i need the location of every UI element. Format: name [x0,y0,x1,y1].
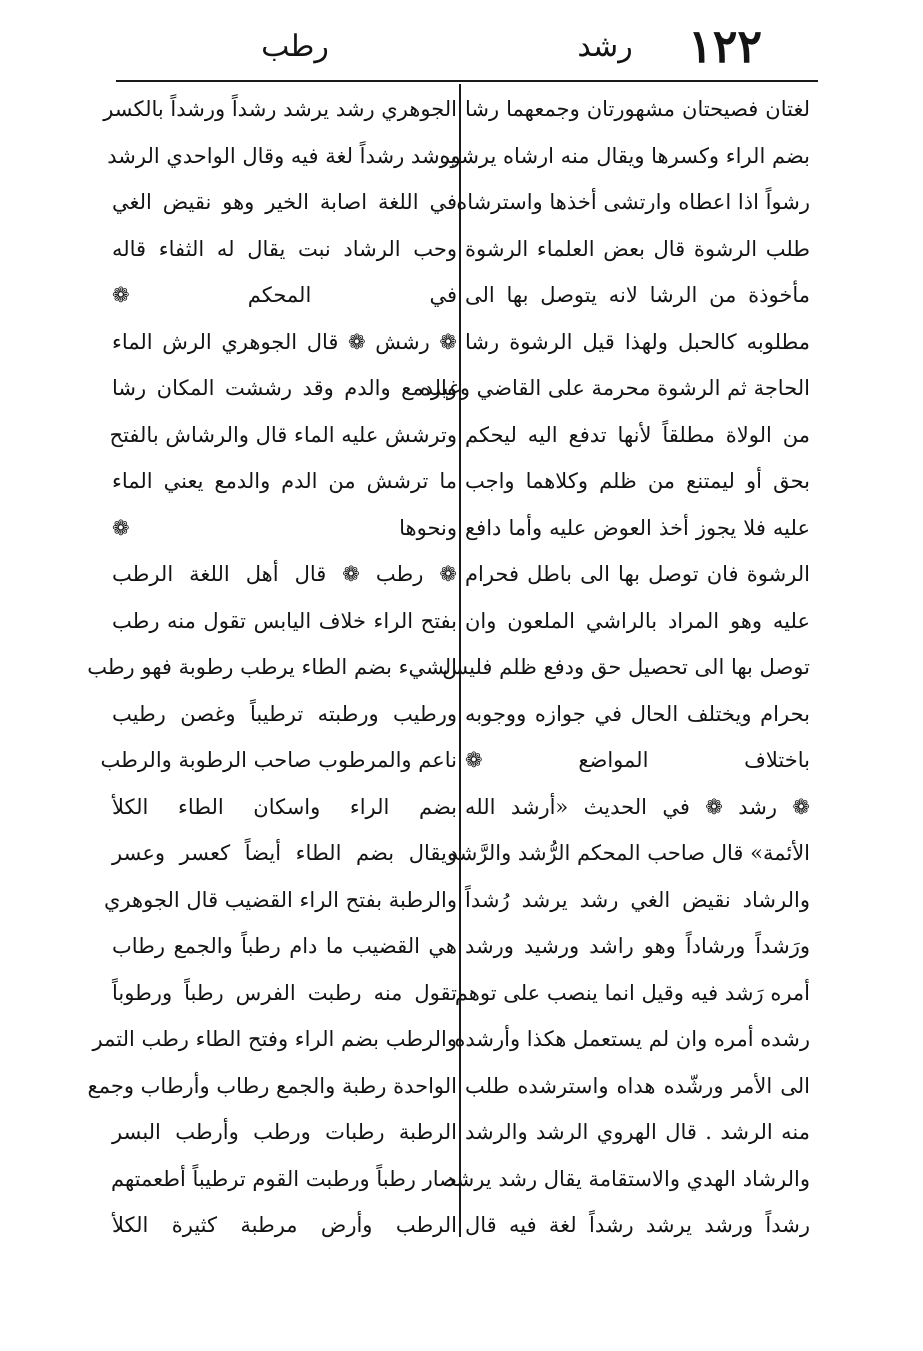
text-line: هي القضيب ما دام رطباً والجمع رطاب [112,934,457,958]
text-line: الحاجة ثم الرشوة محرمة على القاضي وغيره [419,376,810,400]
text-line: في اللغة اصابة الخير وهو نقيض الغي [112,190,457,214]
text-line: والرطبة بفتح الراء القضيب قال الجوهري [104,887,457,912]
text-line: الى الأمر ورشّده هداه واسترشده طلب [465,1073,810,1098]
text-line: صار رطباً ورطبت القوم ترطيباً أطعمتهم [110,1166,457,1191]
text-line: لغتان فصيحتان مشهورتان وجمعهما رشا [465,97,810,121]
text-line: منه الرشد . قال الهروي الرشد والرشد [465,1120,810,1144]
text-line: عليه وهو المراد بالراشي الملعون وان [465,608,810,633]
text-line: والرطب بضم الراء وفتح الطاء رطب التمر [92,1027,457,1051]
text-line: والدمع والدم وقد رششت المكان رشا [112,376,457,400]
text-line: الواحدة رطبة والجمع رطاب وأرطاب وجمع [87,1073,457,1098]
text-line: الرطب وأرض مرطبة كثيرة الكلأ [112,1213,457,1237]
text-line: رشده أمره وان لم يستعمل هكذا وأرشده [454,1027,810,1051]
text-line: عليه فلا يجوز أخذ العوض عليه وأما دافع [465,515,810,540]
text-line: في المحكم ❁ [112,283,457,307]
text-line: وحب الرشاد نبت يقال له الثفاء قاله [112,236,457,261]
text-line: بحق أو ليمتنع من ظلم وكلاهما واجب [465,469,810,493]
text-line: ورطيب ورطبته ترطيباً وغصن رطيب [112,701,457,726]
text-line: ❁ رطب ❁ قال أهل اللغة الرطب [112,562,457,586]
text-line: باختلاف المواضع ❁ [465,748,810,772]
text-line: ويقال بضم الطاء أيضاً كعسر وعسر [112,841,457,865]
text-line: بضم الراء واسكان الطاء الكلأ [112,794,457,819]
text-line: الأئمة» قال صاحب المحكم الرُّشد والرَّشد [448,841,810,865]
page-number: ١٢٢ [688,19,763,73]
text-line: ورَشداً ورشاداً وهو راشد ورشيد ورشد [465,934,810,958]
running-head-right: رشد [577,29,633,64]
running-head-left: رطب [261,29,329,64]
text-line: مطلوبه كالحبل ولهذا قيل الرشوة رشا [465,329,810,354]
text-line: مأخوذة من الرشا لانه يتوصل بها الى [465,283,810,307]
text-line: أمره رَشد فيه وقيل انما ينصب على توهم [454,980,810,1005]
text-line: ❁ رشش ❁ قال الجوهري الرش الماء [112,329,457,354]
text-line: والرشاد الهدي والاستقامة يقال رشد يرشد [445,1166,810,1191]
text-line: الشيء بضم الطاء يرطب رطوبة فهو رطب [87,655,457,679]
text-line: رشداً ورشد يرشد رشداً لغة فيه قال [465,1213,810,1237]
right-text-column [419,86,810,1249]
text-line: ما ترشش من الدم والدمع يعني الماء [112,469,457,493]
text-line: وترشش عليه الماء قال والرشاش بالفتح [109,422,457,447]
text-line: توصل بها الى تحصيل حق ودفع ظلم فليس [442,655,810,679]
text-line: ناعم والمرطوب صاحب الرطوبة والرطب [100,748,457,772]
text-line: من الولاة مطلقاً لأنها تدفع اليه ليحكم [465,422,810,447]
text-line: يرشد رشداً لغة فيه وقال الواحدي الرشد [107,143,457,168]
left-text-column [87,86,457,1249]
text-line: طلب الرشوة قال بعض العلماء الرشوة [465,236,810,261]
text-line: ❁ رشد ❁ في الحديث «أرشد الله [465,794,810,819]
text-line: والرشاد نقيض الغي رشد يرشد رُشداً [465,887,810,912]
text-line: بفتح الراء خلاف اليابس تقول منه رطب [112,608,457,633]
text-line: الرطبة رطبات ورطب وأرطب البسر [112,1120,457,1144]
header-rule [116,80,818,82]
text-line: تقول منه رطبت الفرس رطباً ورطوباً [112,980,457,1005]
text-line: بحرام ويختلف الحال في جوازه ووجوبه [465,701,810,726]
text-line: الرشوة فان توصل بها الى باطل فحرام [465,562,810,586]
text-line: رشواً اذا اعطاه وارتشى أخذها واسترشاه [456,190,810,214]
text-line: بضم الراء وكسرها ويقال منه ارشاه يرشوه [439,143,810,168]
text-line: الجوهري رشد يرشد رشداً ورشداً بالكسر [103,97,457,121]
text-line: ونحوها ❁ [112,515,457,540]
